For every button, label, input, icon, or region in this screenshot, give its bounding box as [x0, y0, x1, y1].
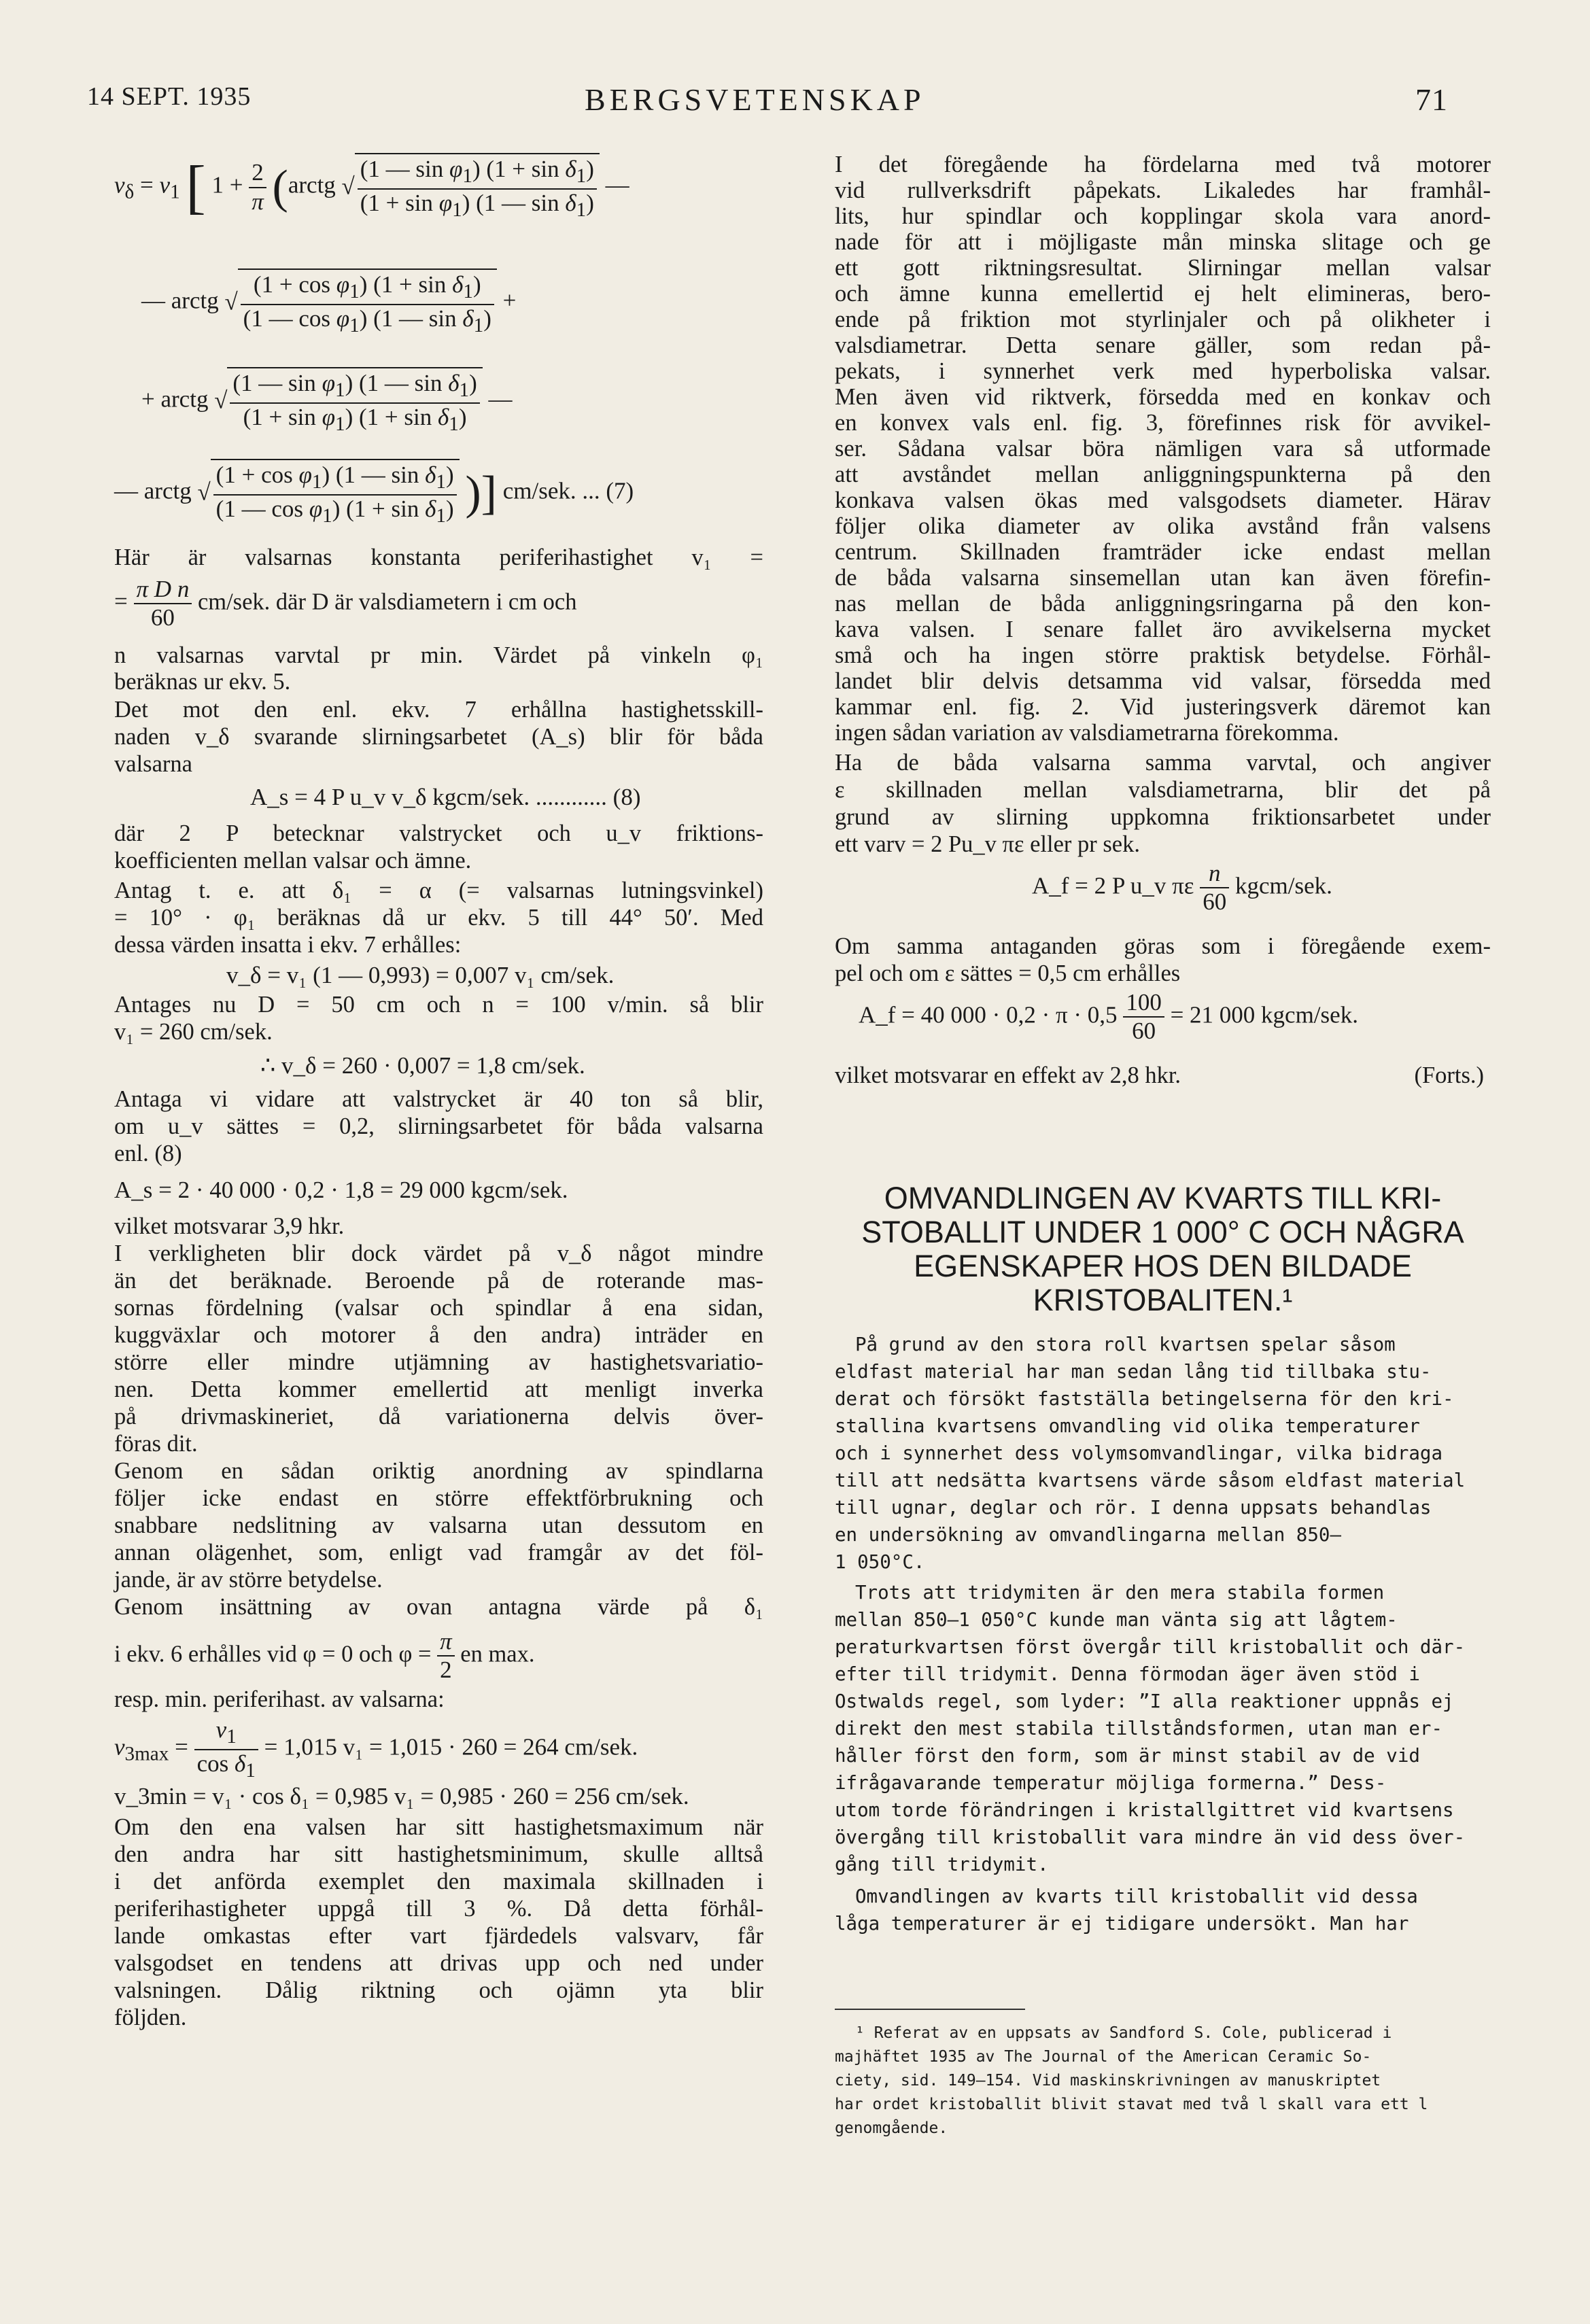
text-line: periferihastigheter uppgå till 3 %. Då detta förhål-: [114, 1896, 763, 1922]
equation-8: A_s = 4 P u_v v_δ kgcm/sek. ............ (8): [250, 784, 641, 810]
text-line: grund av slirning uppkomna friktionsarbetet under: [835, 804, 1491, 830]
text-line: Ha de båda valsarna samma varvtal, och angiver: [835, 750, 1491, 776]
text-line: där 2 P betecknar valstrycket och u_v friktions-: [114, 820, 763, 846]
equation-af-1: A_f = 2 P u_v πε $\frac{n}{60}$ kgcm/sek.: [1032, 860, 1332, 916]
text-line: resp. min. periferihast. av valsarna:: [114, 1686, 445, 1712]
article-title-line: EGENSKAPER HOS DEN BILDADE: [914, 1249, 1412, 1283]
equation-7-line-4: — arctg √ $\frac{(1 + \cos \varphi_1) (1 — \sin \delta_1)}{(1 — \cos \varphi_1) (1 + \sin \delta_1)}$ )] cm/sek. ... (7): [114, 459, 634, 527]
equation-7-line-2: — arctg √ $\frac{(1 + \cos \varphi_1) (1 + \sin \delta_1)}{(1 — \cos \varphi_1) (1 — \sin \delta_1)}$ +: [141, 268, 516, 337]
text-line: valsdiametrar. Detta senare gäller, som redan på-: [835, 332, 1491, 358]
text-line: stallina kvartsens omvandling vid olika temperaturer: [835, 1415, 1420, 1437]
text-line: till ugnar, deglar och rör. I denna uppsats behandlas: [835, 1497, 1432, 1519]
equation-af-2: A_f = 40 000 · 0,2 · π · 0,5 $\frac{100}{60}$ = 21 000 kgcm/sek.: [859, 989, 1358, 1045]
article-title-line: STOBALLIT UNDER 1 000° C OCH NÅGRA: [861, 1215, 1464, 1249]
text-line: eldfast material har man sedan lång tid tillbaka stu-: [835, 1361, 1432, 1383]
text-line: Om samma antaganden göras som i föregående exem-: [835, 933, 1491, 959]
text-line: centrum. Skillnaden framträder icke endast mellan: [835, 539, 1491, 565]
equation-af-1-right: kgcm/sek.: [1234, 872, 1332, 899]
text-line: gång till tridymit.: [835, 1854, 1049, 1875]
text-line: och i synnerhet dess volymsomvandlingar, vilka bidraga: [835, 1442, 1443, 1464]
footnote-line: majhäftet 1935 av The Journal of the American Ceramic So-: [835, 2048, 1372, 2066]
text-line: ende på friktion mot styrlinjaler och på olikheter i: [835, 307, 1491, 332]
text-line: Om den ena valsen har sitt hastighetsmaximum när: [114, 1814, 763, 1840]
text-line: låga temperaturer är ej tidigare undersökt. Man har: [835, 1913, 1409, 1935]
text-line: i ekv. 6 erhålles vid φ = 0 och φ =: [114, 1641, 432, 1667]
text-line: föras dit.: [114, 1431, 198, 1457]
text-line: efter till tridymit. Denna förmodan äger även stöd i: [835, 1663, 1420, 1685]
text-line: peraturkvartsen först övergår till kristoballit och där-: [835, 1636, 1466, 1658]
text-line: ett gott riktningsresultat. Slirningar mellan valsar: [835, 255, 1491, 281]
text-line: I verkligheten blir dock värdet på v_δ något mindre: [114, 1241, 763, 1266]
text-line: övergång till kristoballit vara mindre än vid dess över-: [835, 1826, 1466, 1848]
text-line: pel och om ε sättes = 0,5 cm erhålles: [835, 960, 1181, 986]
text-line: dessa värden insatta i ekv. 7 erhålles:: [114, 932, 462, 958]
equation-vdelta-result: ∴ v_δ = 260 · 0,007 = 1,8 cm/sek.: [260, 1052, 585, 1079]
text-line: en konvex vals enl. fig. 3, förefinnes risk för avvikel-: [835, 410, 1491, 436]
text-line: direkt den mest stabila tillståndsformen, utan man er-: [835, 1718, 1443, 1739]
text-line: en max.: [460, 1641, 535, 1667]
text-line: derat och försökt fastställa betingelserna för den kri-: [835, 1388, 1454, 1410]
text-line: Antages nu D = 50 cm och n = 100 v/min. så blir: [114, 992, 763, 1018]
text-line: Ostwalds regel, som lyder: ”I alla reaktioner uppnås ej: [835, 1690, 1454, 1712]
text-line: större eller mindre utjämning av hastighetsvariatio-: [114, 1349, 763, 1375]
running-header-date: 14 SEPT. 1935: [87, 82, 252, 111]
text-line: pekats, i synnerhet verk med hyperboliska valsar.: [835, 358, 1491, 384]
text-line: Här är valsarnas konstanta periferihastighet v₁ =: [114, 544, 763, 570]
equation-vmax: $v_{3max}$ = $\frac{v_1}{\cos \delta_1}$ = 1,015 v₁ = 1,015 · 260 = 264 cm/sek.: [114, 1716, 638, 1782]
text-line: på drivmaskineriet, då variationerna delvis över-: [114, 1404, 763, 1429]
text-line: Genom en sådan oriktig anordning av spindlarna: [114, 1458, 763, 1484]
text-line-final: [835, 1064, 1491, 1088]
text-line: lande omkastas efter vart fjärdedels valsvarv, får: [114, 1923, 763, 1949]
text-line: de båda valsarna sinsemellan utan kan även förefin-: [835, 565, 1491, 591]
text-line: Men även vid riktverk, försedda med en konkav och: [835, 384, 1491, 410]
article-title-line: KRISTOBALITEN.¹: [1033, 1283, 1293, 1317]
text-line: 1 050°C.: [835, 1551, 925, 1573]
equation-7-number: cm/sek. ... (7): [502, 477, 634, 504]
text-line: n valsarnas varvtal pr min. Värdet på vinkeln φ₁: [114, 642, 763, 668]
text-line: enl. (8): [114, 1141, 182, 1166]
text-line: beräknas ur ekv. 5.: [114, 669, 291, 695]
text-line: utom torde förändringen i kristallgittret vid kvartsens: [835, 1799, 1454, 1821]
text-line: koefficienten mellan valsar och ämne.: [114, 848, 472, 873]
text-line: följer olika diameter av olika avstånd från valsens: [835, 513, 1491, 539]
text-line: konkava valsen ökas med valsgodsets diameter. Härav: [835, 487, 1491, 513]
equation-7-line-1: $v_\delta = v_1$ [ 1 + $\frac{2}{\pi}$ (arctg √ $\frac{(1 — \sin \varphi_1) (1 + \sin \delta_1)}{(1 + \sin \varphi_1) (1 — \sin \delta_1)}$ —: [114, 154, 629, 221]
text-line: i det anförda exemplet den maximala skillnaden i: [114, 1869, 763, 1894]
article-title-line: OMVANDLINGEN AV KVARTS TILL KRI-: [884, 1181, 1442, 1215]
text-line: landet blir delvis detsamma vid valsar, försedda med: [835, 668, 1491, 694]
text-line: På grund av den stora roll kvartsen spelar såsom: [855, 1334, 1396, 1355]
text-line: I det föregående ha fördelarna med två motorer: [835, 152, 1491, 177]
text-line: ser. Sådana valsar böra nämligen vara så utformade: [835, 436, 1491, 462]
text-line: vilket motsvarar 3,9 hkr.: [114, 1213, 345, 1239]
text-line: snabbare nedslitning av valsarna utan dessutom en: [114, 1512, 763, 1538]
text-line: följden.: [114, 2005, 187, 2030]
text-line: nen. Detta kommer emellertid att menligt inverka: [114, 1376, 763, 1402]
equation-vmin: v_3min = v₁ · cos δ₁ = 0,985 v₁ = 0,985 · 260 = 256 cm/sek.: [114, 1783, 689, 1809]
journal-title: BERGSVETENSKAP: [585, 82, 925, 117]
text-line: Trots att tridymiten är den mera stabila formen: [855, 1582, 1385, 1603]
equation-af-1-left: A_f = 2 P u_v πε: [1032, 872, 1194, 899]
text-line: till att nedsätta kvartsens värde såsom eldfast material: [835, 1470, 1466, 1491]
text-line: vilket motsvarar en effekt av 2,8 hkr.: [835, 1062, 1181, 1088]
equation-7-line-3: + arctg √ $\frac{(1 — \sin \varphi_1) (1 — \sin \delta_1)}{(1 + \sin \varphi_1) (1 + \sin \delta_1)}$ —: [141, 367, 513, 436]
text-line: den andra har sitt hastighetsminimum, skulle alltså: [114, 1841, 763, 1867]
text-line: ε skillnaden mellan valsdiametrarna, blir det på: [835, 777, 1491, 803]
text-line: mellan 850—1 050°C kunde man vänta sig att lågtem-: [835, 1609, 1398, 1631]
text-line: vid rullverksdrift påpekats. Likaledes har framhål-: [835, 177, 1491, 203]
text-line: om u_v sättes = 0,2, slirningsarbetet för båda valsarna: [114, 1113, 763, 1139]
text-line: ett varv = 2 Pu_v πε eller pr sek.: [835, 831, 1140, 857]
equation-vmax-value: = 1,015 v₁ = 1,015 · 260 = 264 cm/sek.: [264, 1733, 638, 1761]
text-line: Det mot den enl. ekv. 7 erhållna hastighetsskill-: [114, 697, 763, 723]
text-line: v₁ = 260 cm/sek.: [114, 1019, 273, 1045]
text-line: Genom insättning av ovan antagna värde på δ₁: [114, 1594, 763, 1620]
page-number: 71: [1415, 82, 1448, 117]
text-line: att avståndet mellan anliggningspunkterna på den: [835, 462, 1491, 487]
footnote-line: ¹ Referat av en uppsats av Sandford S. Cole, publicerad i: [855, 2024, 1392, 2042]
text-line: cm/sek. där D är valsdiametern i cm och: [197, 589, 577, 615]
text-line: Omvandlingen av kvarts till kristoballit vid dessa: [855, 1886, 1418, 1907]
equation-af-2-left: A_f = 40 000 · 0,2 · π · 0,5: [859, 1001, 1118, 1028]
text-line: Antaga vi vidare att valstrycket är 40 ton så blir,: [114, 1086, 763, 1112]
text-line: och ämne kunna emellertid ej helt elimineras, bero-: [835, 281, 1491, 307]
text-line: följer icke endast en större effektförbrukning och: [114, 1485, 763, 1511]
footnote-rule: [835, 2009, 1025, 2010]
equation-vdelta: v_δ = v₁ (1 — 0,993) = 0,007 v₁ cm/sek.: [226, 962, 615, 988]
text-line: kuggväxlar och motorer å den andra) inträder en: [114, 1322, 763, 1348]
equation-af-2-right: = 21 000 kgcm/sek.: [1170, 1001, 1358, 1028]
text-line: håller först den form, som är minst stabil av de vid: [835, 1745, 1420, 1767]
footnote-line: ciety, sid. 149—154. Vid maskinskrivningen av manuskriptet: [835, 2072, 1381, 2089]
footnote-line: har ordet kristoballit blivit stavat med två l skall vara ett l: [835, 2096, 1428, 2113]
text-line: kava valsen. I senare fallet äro avvikelserna mycket: [835, 617, 1491, 642]
text-line: en undersökning av omvandlingarna mellan 850—: [835, 1524, 1342, 1546]
text-line: valsningen. Dålig riktning och ojämn yta blir: [114, 1977, 763, 2003]
text-line: små och ha ingen större praktisk betydelse. Förhål-: [835, 642, 1491, 668]
text-line: valsarna: [114, 751, 192, 777]
text-line: Antag t. e. att δ₁ = α (= valsarnas lutningsvinkel): [114, 878, 763, 903]
text-line: kammar enl. fig. 2. Vid justeringsverk däremot kan: [835, 694, 1491, 720]
continued-note: (Forts.): [1414, 1062, 1484, 1088]
text-line: annan olägenhet, som, enligt vad framgår av det föl-: [114, 1540, 763, 1565]
text-line: nade för att i möjligaste mån minska slitage och ge: [835, 229, 1491, 255]
text-line: = 10° · φ₁ beräknas då ur ekv. 5 till 44° 50′. Med: [114, 905, 763, 931]
text-line: lits, hur spindlar och kopplingar skola vara anord-: [835, 203, 1491, 229]
footnote-line: genomgående.: [835, 2119, 948, 2137]
text-line-with-fraction: i ekv. 6 erhålles vid φ = 0 och φ = $\frac{\pi}{2}$ en max.: [114, 1628, 535, 1684]
text-line: jande, är av större betydelse.: [114, 1567, 383, 1593]
text-line: än det beräknade. Beroende på de roterande mas-: [114, 1268, 763, 1294]
text-line: naden v_δ svarande slirningsarbetet (A_s) blir för båda: [114, 724, 763, 750]
equation-as: A_s = 2 · 40 000 · 0,2 · 1,8 = 29 000 kgcm/sek.: [114, 1177, 568, 1203]
text-line: nas mellan de båda anliggningsringarna på den kon-: [835, 591, 1491, 617]
equation-v1-definition: = $\frac{\text{π D n}}{60}$ cm/sek. där D är valsdiametern i cm och: [114, 576, 577, 631]
text-line: ingen sådan variation av valsdiametrarna förekomma.: [835, 720, 1339, 746]
text-line: valsgodset en tendens att drivas upp och ned under: [114, 1950, 763, 1976]
text-line: sornas fördelning (valsar och spindlar å ena sidan,: [114, 1295, 763, 1321]
text-line: ifrågavarande temperatur möjliga formerna.” Dess-: [835, 1772, 1387, 1794]
